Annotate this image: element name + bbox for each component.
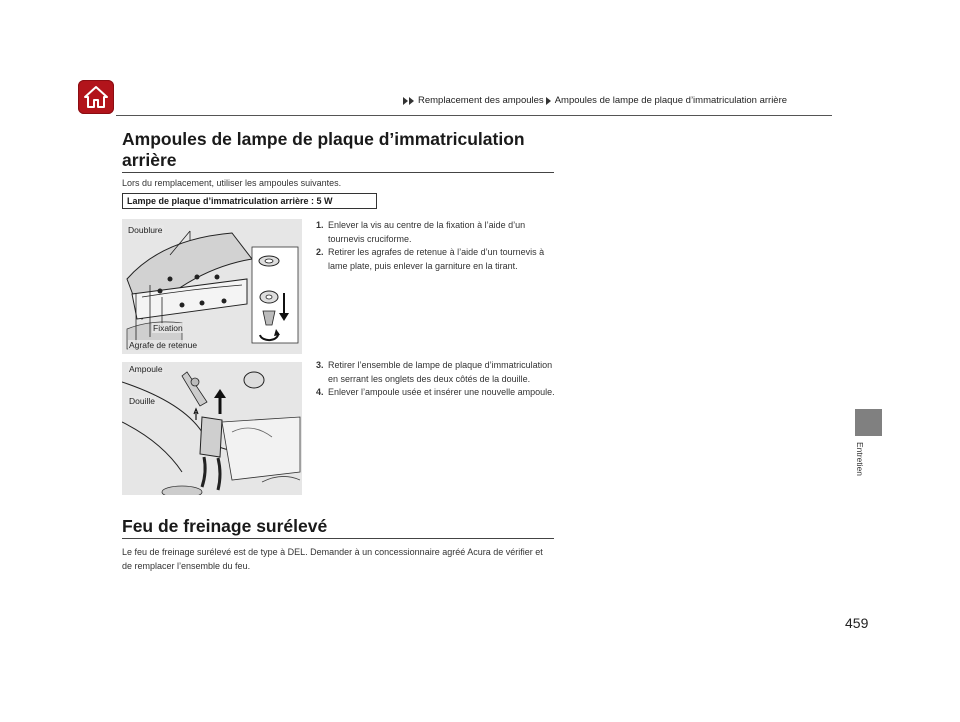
breadcrumb-item: Ampoules de lampe de plaque d’immatriculation arrière [554,95,788,106]
section-title: Ampoules de lampe de plaque d’immatriculation arrière [122,129,525,170]
step-item: 2. Retirer les agrafes de retenue à l’aide d’un tournevis à lame plate, puis enlever la garniture en la tirant. [316,247,545,271]
steps-list [316,219,558,273]
step-item: 4. Enlever l’ampoule usée et insérer une nouvelle ampoule. [316,387,555,397]
bulb-spec-box: Lampe de plaque d’immatriculation arrière : 5 W [122,193,377,209]
section-title: Feu de freinage surélevé [122,516,328,536]
label-douille: Douille [129,396,155,406]
steps-list [316,359,558,400]
breadcrumb-arrow-icon [546,97,552,105]
figure-bulb-socket [122,362,302,495]
breadcrumb-arrow-icon [403,97,415,105]
section-paragraph: Le feu de freinage surélevé est de type à DEL. Demander à un concessionnaire agréé Acura de vérifier et de remplacer l’ensemble du feu. [122,547,543,571]
label-fixation: Fixation [153,323,183,333]
step-item: 1. Enlever la vis au centre de la fixation à l’aide d’un tournevis cruciforme. [316,220,526,244]
label-doublure: Doublure [128,225,163,235]
home-icon [83,85,109,109]
trunk-liner-illustration [122,219,302,354]
label-ampoule: Ampoule [129,364,163,374]
header-divider [116,115,832,116]
label-agrafe: Agrafe de retenue [129,340,198,350]
home-button[interactable] [78,80,114,114]
chapter-label: Entretien [855,442,865,477]
bulb-socket-illustration [122,362,302,495]
step-item: 3. Retirer l’ensemble de lampe de plaque d’immatriculation en serrant les onglets des deux côtés de la douille. [316,360,553,384]
page-number: 459 [845,615,869,631]
section-divider [122,172,554,173]
chapter-tab[interactable] [855,409,882,436]
section-divider [122,538,554,539]
figure-trunk-liner [122,219,302,354]
breadcrumb [403,95,787,106]
intro-text: Lors du remplacement, utiliser les ampoules suivantes. [122,178,342,188]
breadcrumb-item[interactable]: Remplacement des ampoules [418,95,544,106]
